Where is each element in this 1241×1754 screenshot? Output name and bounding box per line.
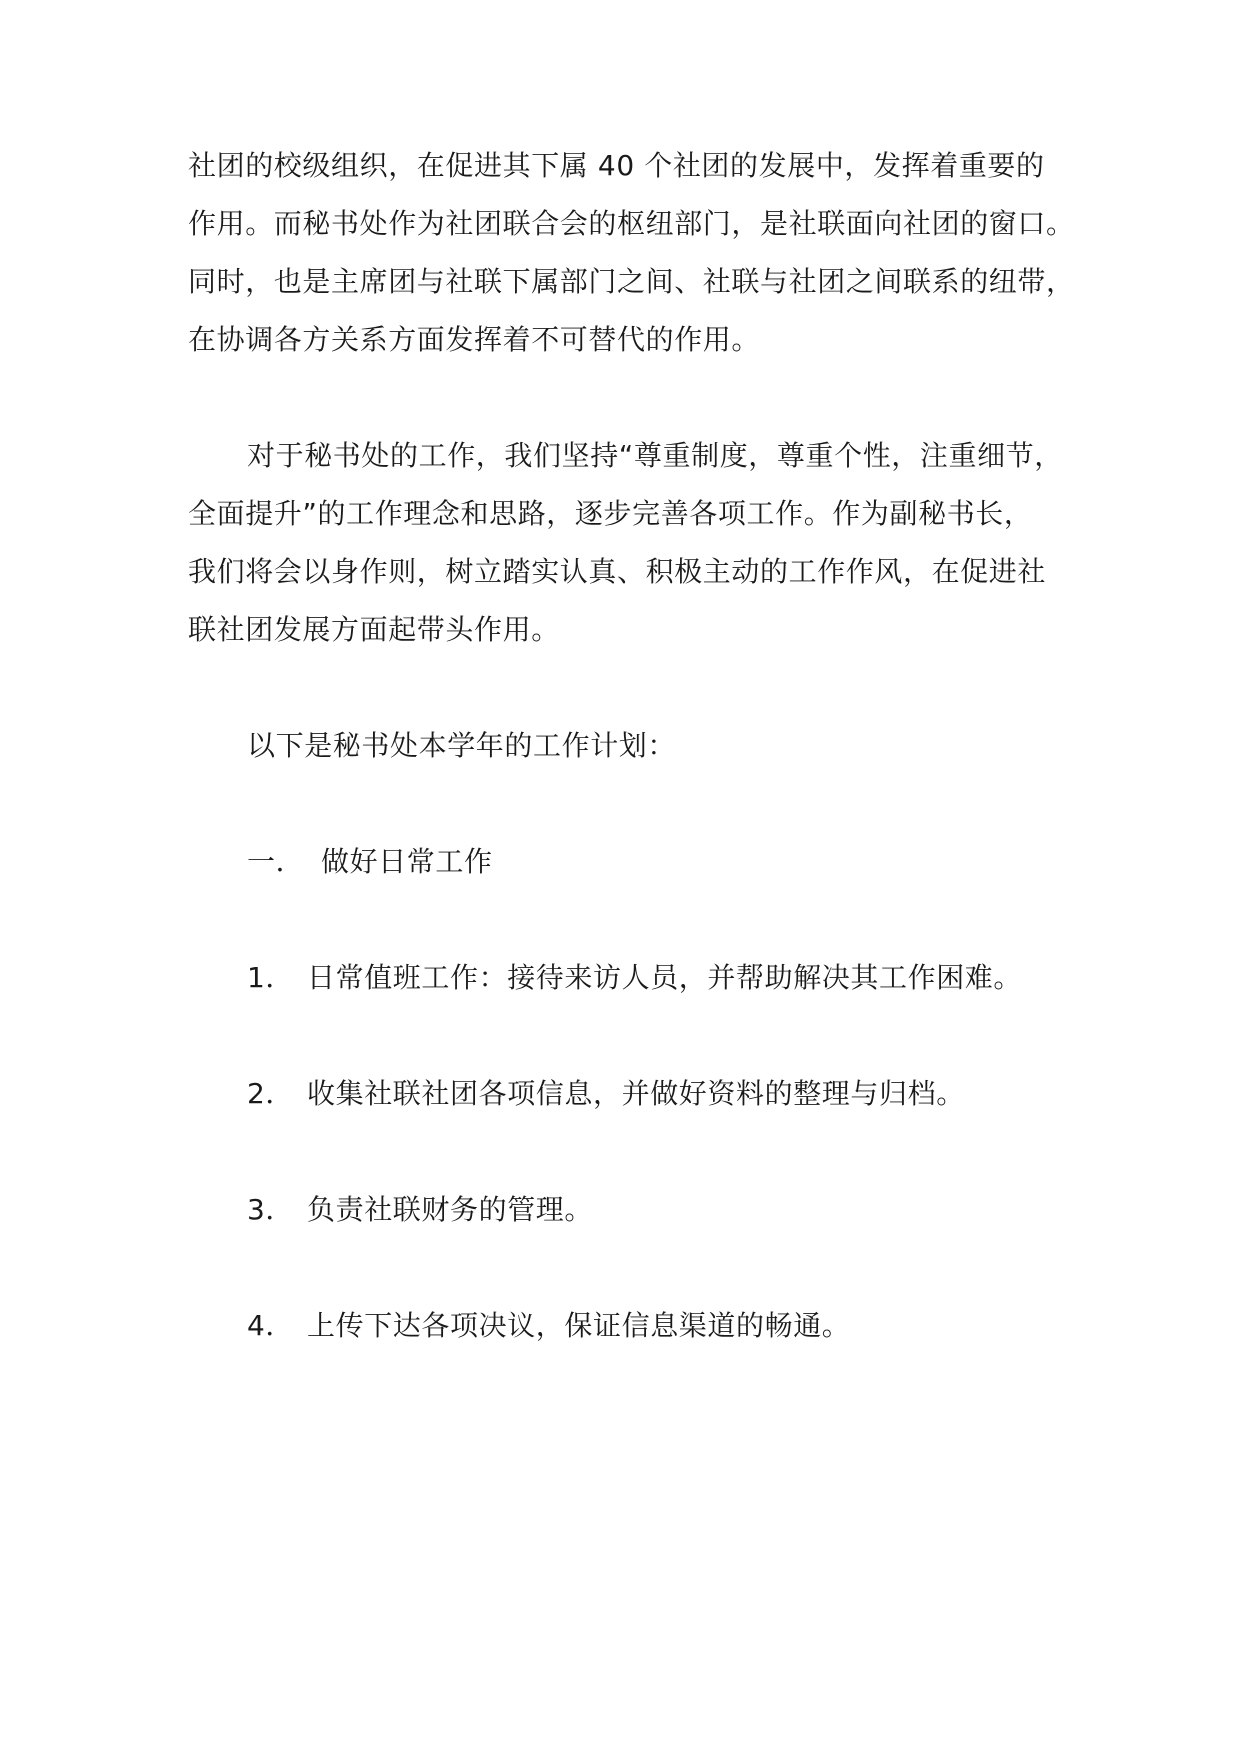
paragraph-line: 在协调各方关系方面发挥着不可替代的作用。 [188, 323, 761, 356]
list-item-number: 3． [247, 1193, 295, 1226]
paragraph-line: 全面提升”的工作理念和思路，逐步完善各项工作。作为副秘书长， [188, 497, 1033, 530]
list-item [247, 958, 1022, 998]
paragraph-line: 同时，也是主席团与社联下属部门之间、社联与社团之间联系的纽带， [188, 265, 1075, 298]
paragraph-line: 对于秘书处的工作，我们坚持“尊重制度，尊重个性，注重细节， [247, 439, 1063, 472]
paragraph-line: 我们将会以身作则，树立踏实认真、积极主动的工作作风，在促进社 [188, 555, 1047, 588]
paragraph-line: 社团的校级组织，在促进其下属 40 个社团的发展中，发挥着重要的 [188, 149, 1045, 182]
paragraph-line: 作用。而秘书处作为社团联合会的枢纽部门，是社联面向社团的窗口。 [188, 207, 1075, 240]
section-title: 做好日常工作 [321, 845, 493, 878]
paragraph-line: 联社团发展方面起带头作用。 [188, 613, 560, 646]
list-item [247, 1190, 593, 1230]
list-item-text: 日常值班工作：接待来访人员，并帮助解决其工作困难。 [307, 961, 1023, 994]
plan-intro: 以下是秘书处本学年的工作计划： [247, 729, 677, 762]
list-item-number: 2． [247, 1077, 295, 1110]
list-item-number: 1． [247, 961, 295, 994]
list-item-text: 上传下达各项决议，保证信息渠道的畅通。 [307, 1309, 851, 1342]
list-item [247, 1074, 965, 1114]
list-item-text: 收集社联社团各项信息，并做好资料的整理与归档。 [307, 1077, 965, 1110]
section-number: 一． [247, 845, 305, 878]
section-heading [247, 842, 493, 882]
list-item-number: 4． [247, 1309, 295, 1342]
list-item-text: 负责社联财务的管理。 [307, 1193, 594, 1226]
list-item [247, 1306, 850, 1346]
